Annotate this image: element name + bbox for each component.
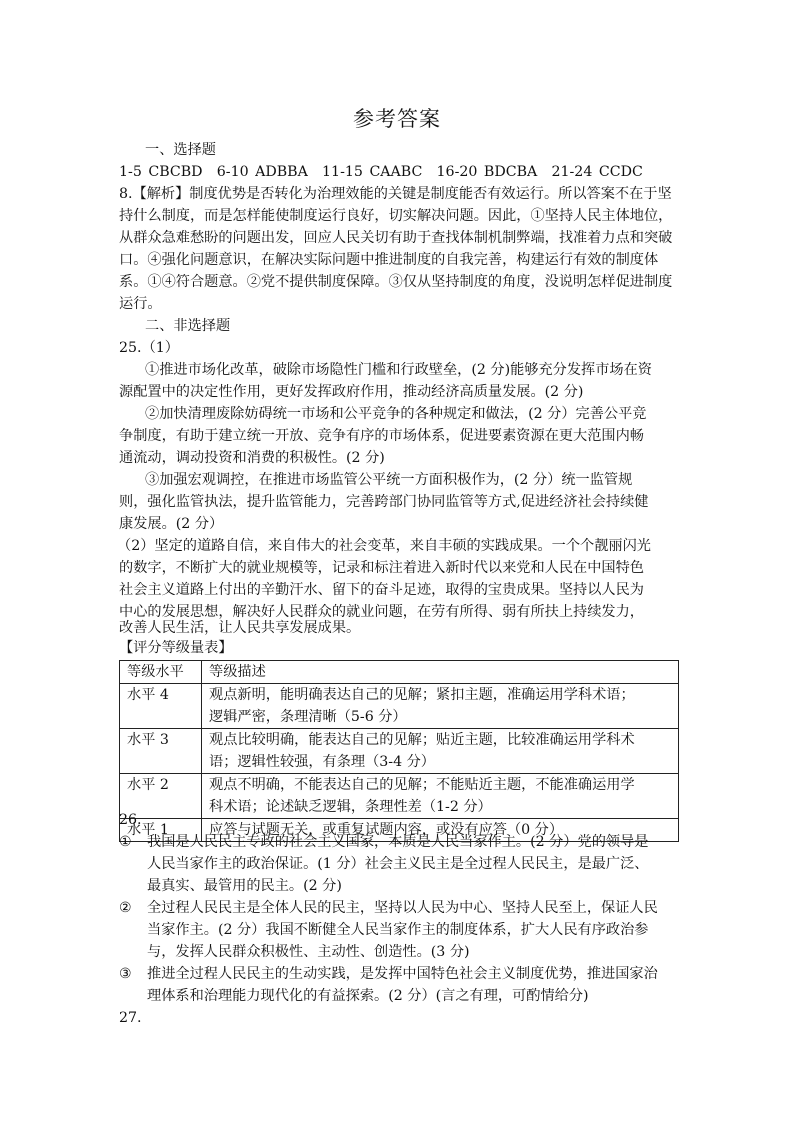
description-cell bbox=[202, 729, 679, 774]
table-header-row bbox=[120, 661, 679, 684]
item-marker: ① bbox=[119, 834, 132, 850]
q8-line: 口。④强化问题意识，在解决实际问题中推进制度的自我完善，构建运行有效的制度体 bbox=[119, 252, 659, 268]
q8-line: 系。①④符合题意。②党不提供制度保障。③仅从坚持制度的角度，没说明怎样促进制度 bbox=[119, 274, 673, 290]
q8-line: 运行。 bbox=[119, 296, 162, 312]
item-line: 当家作主。(2 分）我国不断健全人民当家作主的制度体系，扩大人民有序政治参 bbox=[147, 922, 649, 938]
q25-point3-line: 康发展。(2 分） bbox=[119, 516, 224, 532]
q25-part2-line: （2）坚定的道路自信，来自伟大的社会变革，来自丰硕的实践成果。一个个靓丽闪光 bbox=[117, 538, 651, 554]
section-nonchoice-heading: 二、非选择题 bbox=[145, 318, 231, 334]
description-line: 观点新明，能明确表达自己的见解；紧扣主题，准确运用学科术语； bbox=[209, 687, 635, 703]
q8-line: 持什么制度，而是怎样能使制度运行良好，切实解决问题。因此，①坚持人民主体地位， bbox=[119, 208, 673, 224]
item-line: 最真实、最管用的民主。(2 分) bbox=[147, 878, 342, 894]
page-title: 参考答案 bbox=[353, 107, 441, 131]
level-cell: 水平 1 bbox=[120, 819, 202, 842]
choice-answers: 1-5 CBCBD 6-10 ADBBA 11-15 CAABC 16-20 BDCBA 21-24 CCDC bbox=[119, 164, 643, 180]
item-line: 人民当家作主的政治保证。(1 分）社会主义民主是全过程人民民主，是最广泛、 bbox=[147, 856, 649, 872]
q25-part2-line: 的数字，不断扩大的就业规模等，记录和标注着进入新时代以来党和人民在中国特色 bbox=[119, 560, 644, 576]
q25-point3-line: ③加强宏观调控，在推进市场监管公平统一方面积极作为，(2 分）统一监管规 bbox=[145, 472, 633, 488]
q25-point1-line: ①推进市场化改革，破除市场隐性门槛和行政壁垒，(2 分)能够充分发挥市场在资 bbox=[145, 362, 652, 378]
table-row bbox=[120, 729, 679, 774]
q25-point2-line: 争制度，有助于建立统一开放、竞争有序的市场体系，促进要素资源在更大范围内畅 bbox=[119, 428, 644, 444]
q25-point2-line: ②加快清理废除妨碍统一市场和公平竞争的各种规定和做法，(2 分）完善公平竞 bbox=[145, 406, 647, 422]
q25-point2-line: 通流动，调动投资和消费的积极性。(2 分) bbox=[119, 450, 385, 466]
description-cell bbox=[202, 684, 679, 729]
description-line: 逻辑严密，条理清晰（5-6 分） bbox=[209, 709, 407, 725]
level-cell: 水平 3 bbox=[120, 729, 202, 774]
q25-point3-line: 则，强化监管执法，提升监管能力，完善跨部门协同监管等方式,促进经济社会持续健 bbox=[119, 494, 649, 510]
description-line: 应答与试题无关，或重复试题内容，或没有应答（0 分） bbox=[209, 822, 564, 838]
q27-heading: 27. bbox=[119, 1010, 142, 1026]
q26-heading: 26. bbox=[119, 812, 142, 828]
q8-line: 8.【解析】制度优势是否转化为治理效能的关键是制度能否有效运行。所以答案不在于坚 bbox=[119, 186, 672, 202]
item-line: 我国是人民民主专政的社会主义国家，本质是人民当家作主。(2 分）党的领导是 bbox=[147, 834, 649, 850]
description-line: 观点比较明确，能表达自己的见解；贴近主题，比较准确运用学科术 bbox=[209, 732, 635, 748]
item-line: 理体系和治理能力现代化的有益探索。(2 分）(言之有理，可酌情给分) bbox=[147, 988, 589, 1004]
header-level: 等级水平 bbox=[120, 661, 202, 684]
item-line: 全过程人民民主是全体人民的民主，坚持以人民为中心、坚持人民至上，保证人民 bbox=[147, 900, 658, 916]
item-marker: ③ bbox=[119, 966, 132, 982]
q25-part2-line: 改善人民生活，让人民共享发展成果。 bbox=[119, 620, 361, 636]
section-choice-heading: 一、选择题 bbox=[145, 142, 216, 158]
grading-scale-title: 【评分等级量表】 bbox=[119, 640, 233, 656]
item-line: 推进全过程人民民主的生动实践，是发挥中国特色社会主义制度优势，推进国家治 bbox=[147, 966, 658, 982]
q25-part2-line: 社会主义道路上付出的辛勤汗水、留下的奋斗足迹，取得的宝贵成果。坚持以人民为 bbox=[119, 582, 644, 598]
level-cell: 水平 4 bbox=[120, 684, 202, 729]
q25-point1-line: 源配置中的决定性作用，更好发挥政府作用，推动经济高质量发展。(2 分) bbox=[119, 384, 584, 400]
q8-line: 从群众急难愁盼的问题出发，回应人民关切有助于查找体制机制弊端，找准着力点和突破 bbox=[119, 230, 673, 246]
table-row bbox=[120, 684, 679, 729]
description-line: 科术语；论述缺乏逻辑，条理性差（1-2 分） bbox=[209, 799, 492, 815]
description-line: 语；逻辑性较强，有条理（3-4 分） bbox=[209, 754, 435, 770]
level-cell: 水平 2 bbox=[120, 774, 202, 819]
q25-part2-line: 中心的发展思想，解决好人民群众的就业问题，在劳有所得、弱有所扶上持续发力， bbox=[119, 604, 644, 620]
header-description: 等级描述 bbox=[202, 661, 679, 684]
item-line: 与，发挥人民群众积极性、主动性、创造性。(3 分) bbox=[147, 944, 470, 960]
description-line: 观点不明确，不能表达自己的见解；不能贴近主题，不能准确运用学 bbox=[209, 777, 635, 793]
q25-heading: 25.（1） bbox=[119, 340, 179, 356]
item-marker: ② bbox=[119, 900, 132, 916]
